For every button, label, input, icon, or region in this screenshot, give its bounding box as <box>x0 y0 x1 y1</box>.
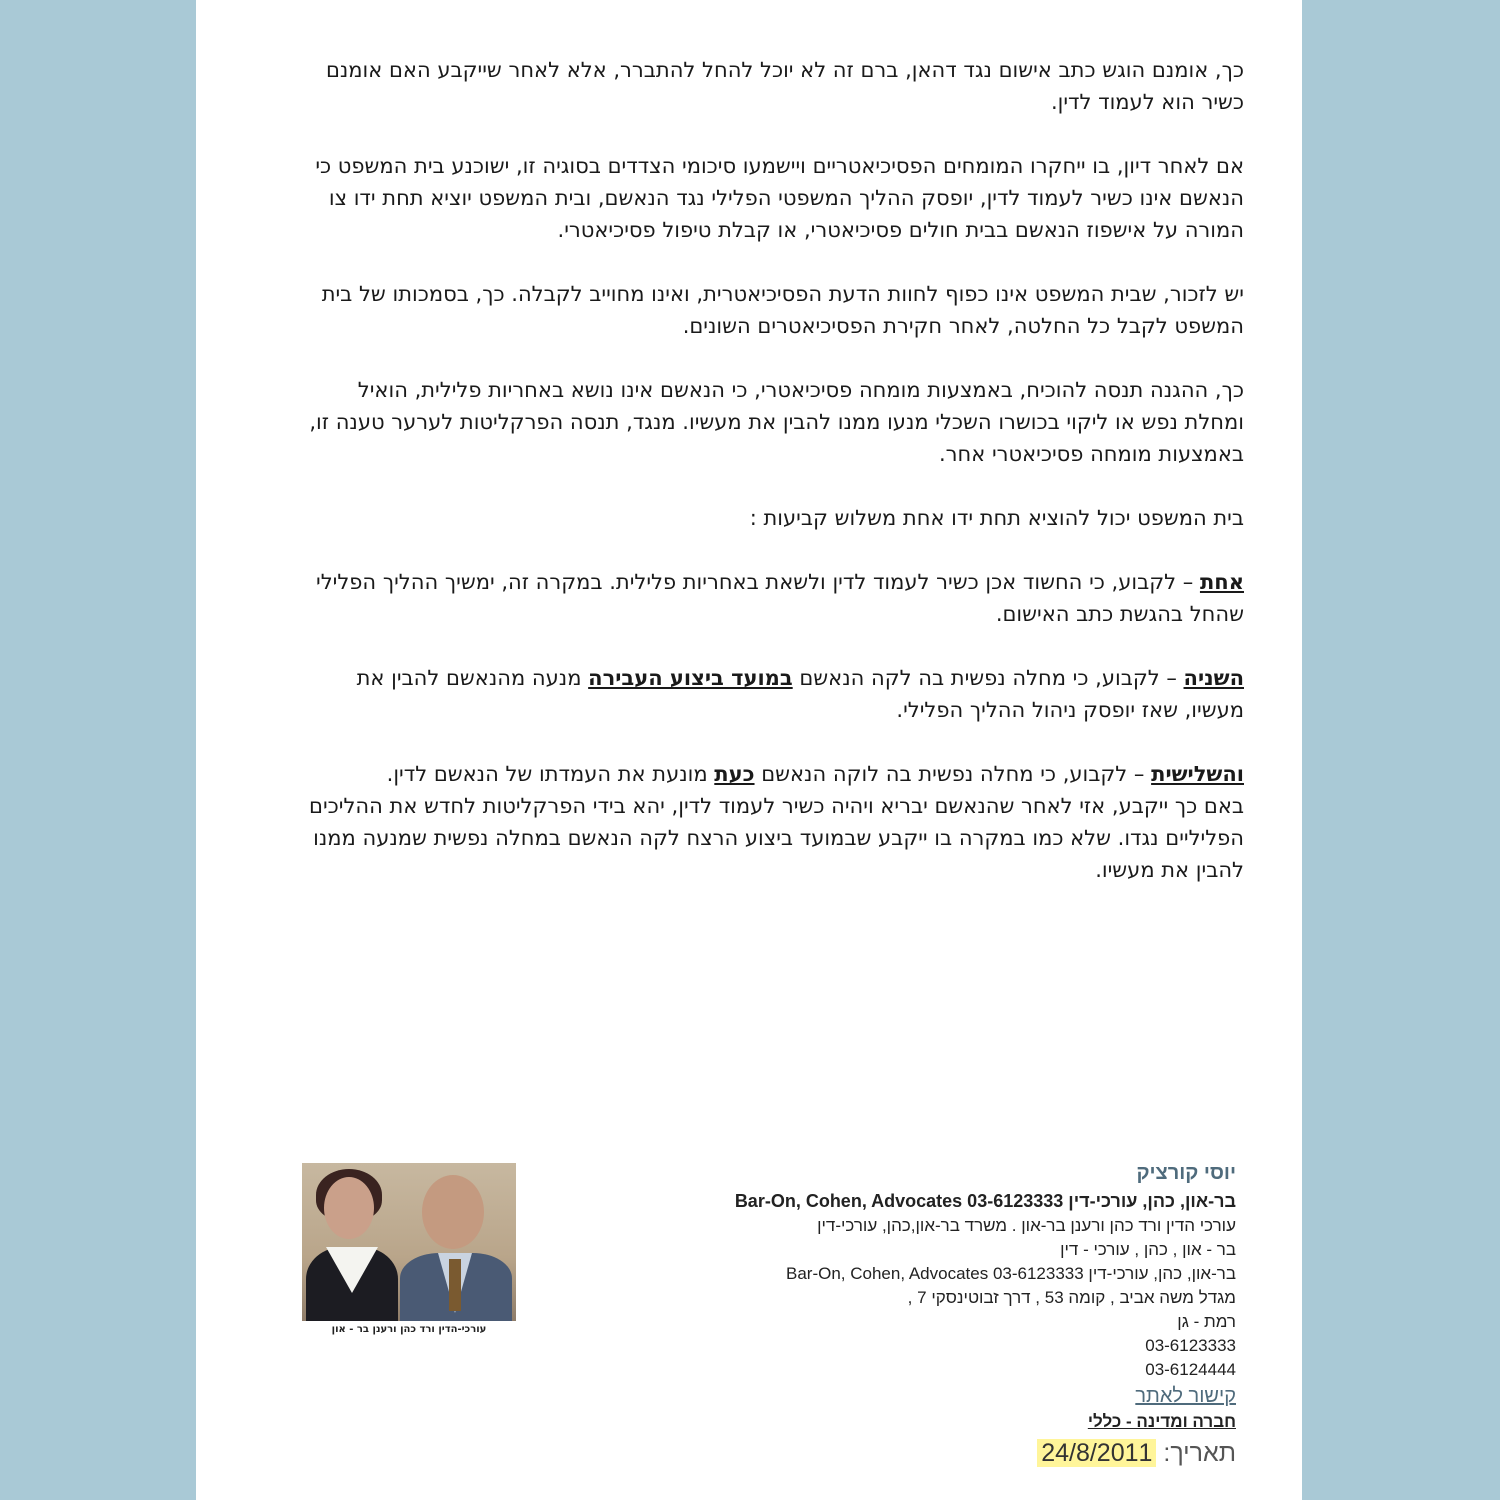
author-name: יוסי קורציק <box>1136 1162 1236 1184</box>
document-page <box>196 0 1302 1500</box>
city-line: רמת - גן <box>1177 1312 1236 1331</box>
paragraph-4: כך, ההגנה תנסה להוכיח, באמצעות מומחה פסיכיאטרי, כי הנאשם אינו נושא באחריות פלילית, הואיל ומחלת נפש או ליקוי בכושרו השכלי מנעו ממנו להבין את מעשיו. מנגד, תנסה הפרקליטות לערער טענה זו, באמצעות מומחה פסיכיאטרי אחר. <box>309 378 1244 466</box>
phone-2: 03-6124444 <box>1145 1360 1236 1379</box>
ruling-third-text-a: – לקבוע, כי מחלה נפשית בה לוקה הנאשם <box>754 762 1152 786</box>
category-label: חברה ומדינה - כללי <box>1087 1412 1236 1431</box>
ruling-first-keyword: אחת <box>1199 570 1244 594</box>
date-label: תאריך: <box>1163 1439 1236 1467</box>
phone-1: 03-6123333 <box>1145 1336 1236 1355</box>
firm-name: בר-און, כהן, עורכי-דין Bar-On, Cohen, Advocates 03-6123333 <box>734 1191 1236 1211</box>
signature-block <box>676 1158 1236 1470</box>
site-link[interactable]: קישור לאתר <box>1135 1385 1236 1407</box>
ruling-third <box>306 758 1244 790</box>
ruling-third-emphasis: כעת <box>714 762 755 786</box>
firm-line-1: עורכי הדין ורד כהן ורענן בר-און . משרד בר-און,כהן, עורכי-דין <box>817 1216 1236 1235</box>
paragraph-5: בית המשפט יכול להוציא תחת ידו אחת משלוש קביעות : <box>749 506 1244 530</box>
paragraph-6: באם כך ייקבע, אזי לאחר שהנאשם יבריא ויהיה כשיר לעמוד לדין, יהא בידי הפרקליטות לחדש את ההליכים הפליליים נגדו. שלא כמו במקרה בו ייקבע שבמועד ביצוע הרצח לקה הנאשם במחלה נפשית שמנעה ממנו להבין את מעשיו. <box>309 794 1244 882</box>
ruling-third-text-b: מונעת את העמדתו של הנאשם לדין. <box>386 762 715 786</box>
date-row <box>676 1436 1236 1470</box>
article-body <box>306 54 1244 918</box>
date-value: 24/8/2011 <box>1037 1439 1156 1467</box>
ruling-second-emphasis: במועד ביצוע העבירה <box>588 666 793 690</box>
ruling-second-keyword: השניה <box>1183 666 1244 690</box>
paragraph-1: כך, אומנם הוגש כתב אישום נגד דהאן, ברם זה לא יוכל להחל להתברר, אלא לאחר שייקבע האם אומנם כשיר הוא לעמוד לדין. <box>325 58 1244 114</box>
firm-line-3: בר-און, כהן, עורכי-דין Bar-On, Cohen, Advocates 03-6123333 <box>786 1264 1236 1283</box>
firm-line-2: בר - און , כהן , עורכי - דין <box>1060 1240 1236 1259</box>
address-line: מגדל משה אביב , קומה 53 , דרך זבוטינסקי 7 , <box>907 1288 1236 1307</box>
paragraph-2: אם לאחר דיון, בו ייחקרו המומחים הפסיכיאטריים ויישמעו סיכומי הצדדים בסוגיה זו, ישוכנע בית המשפט כי הנאשם אינו כשיר לעמוד לדין, יופסק ההליך המשפטי הפלילי נגד הנאשם, ובית המשפט יוציא תחת ידו צו המורה על אישפוז הנאשם בבית חולים פסיכיאטרי, או קבלת טיפול פסיכיאטרי. <box>315 154 1244 242</box>
photo-caption: עורכי-הדין ורד כהן ורענן בר - און <box>331 1324 487 1335</box>
ruling-second-text-b: מנעה מהנאשם להבין את מעשיו, שאז יופסק ניהול ההליך הפלילי. <box>356 666 1244 722</box>
ruling-second <box>306 662 1244 726</box>
ruling-first-text: – לקבוע, כי החשוד אכן כשיר לעמוד לדין ולשאת באחריות פלילית. במקרה זה, ימשיך ההליך הפלילי שהחל בהגשת כתב האישום. <box>316 570 1244 626</box>
paragraph-3: יש לזכור, שבית המשפט אינו כפוף לחוות הדעת הפסיכיאטרית, ואינו מחוייב לקבלה. כך, בסמכותו של בית המשפט לקבל כל החלטה, לאחר חקירת הפסיכיאטרים השונים. <box>321 282 1244 338</box>
ruling-first <box>306 566 1244 630</box>
lawyers-photo <box>302 1163 516 1321</box>
ruling-second-text-a: – לקבוע, כי מחלה נפשית בה לקה הנאשם <box>792 666 1184 690</box>
ruling-third-keyword: והשלישית <box>1151 762 1244 786</box>
